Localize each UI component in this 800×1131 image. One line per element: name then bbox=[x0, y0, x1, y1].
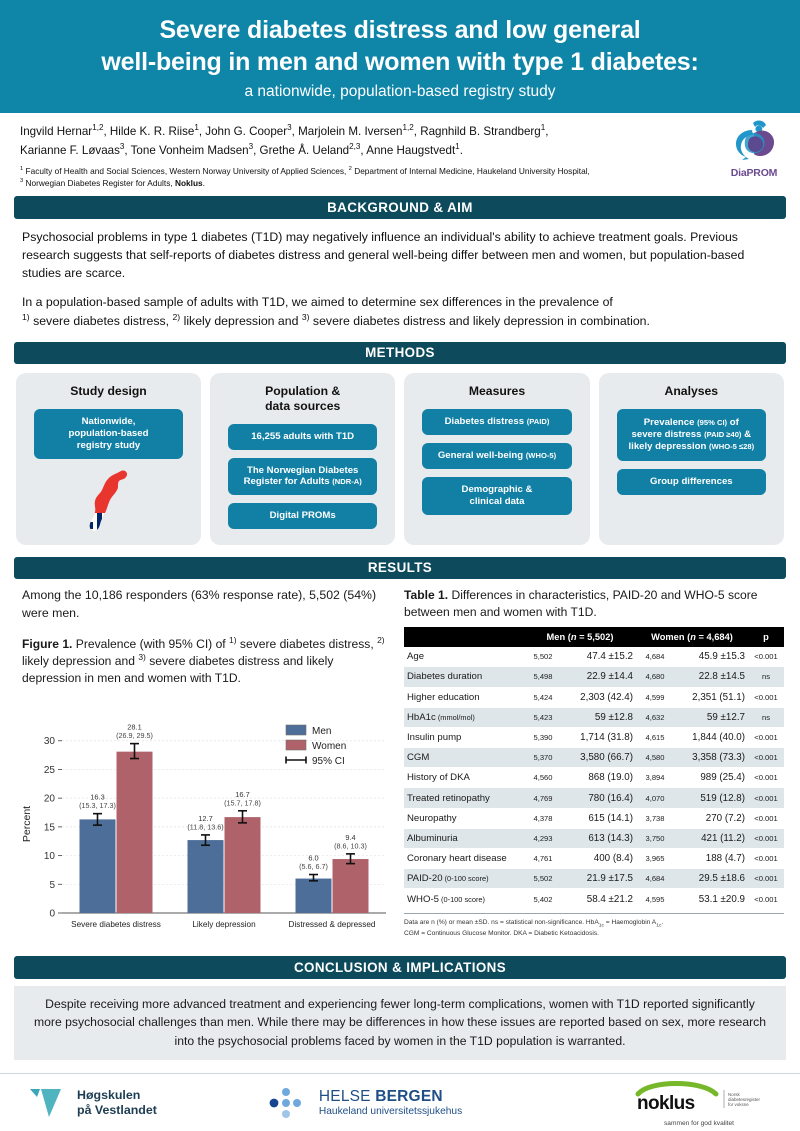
cell-characteristic: PAID-20 (0-100 score) bbox=[404, 869, 524, 889]
table-row bbox=[404, 869, 784, 889]
bar-men bbox=[296, 879, 332, 913]
card-heading-analyses: Analyses bbox=[664, 384, 719, 399]
y-tick-label: 20 bbox=[43, 794, 55, 806]
bar-men bbox=[188, 841, 224, 914]
cell-men-value: 47.4 ±15.2 bbox=[562, 647, 636, 667]
hvl-text bbox=[77, 1088, 157, 1117]
bar-value-label: 6.0 bbox=[308, 854, 319, 864]
cell-women-n: 3,894 bbox=[636, 768, 674, 788]
noklus-tagline: sammen for god kvalitet bbox=[664, 1120, 734, 1127]
cell-women-value: 53.1 ±20.9 bbox=[674, 889, 748, 909]
cell-p-value: <0.001 bbox=[748, 768, 784, 788]
cell-men-value: 1,714 (31.8) bbox=[562, 727, 636, 747]
cell-women-value: 421 (11.2) bbox=[674, 828, 748, 848]
section-header-conclusion: CONCLUSION & IMPLICATIONS bbox=[14, 956, 786, 979]
table-row bbox=[404, 748, 784, 768]
cell-men-value: 780 (16.4) bbox=[562, 788, 636, 808]
cell-characteristic: Insulin pump bbox=[404, 727, 524, 747]
cell-men-n: 5,370 bbox=[524, 748, 562, 768]
cell-men-n: 4,769 bbox=[524, 788, 562, 808]
bar-value-label: 28.1 bbox=[127, 723, 142, 733]
results-content bbox=[0, 579, 800, 945]
table-row bbox=[404, 768, 784, 788]
cell-characteristic: History of DKA bbox=[404, 768, 524, 788]
section-header-methods: METHODS bbox=[14, 342, 786, 365]
background-paragraph-2: In a population-based sample of adults with T1D, we aimed to determine sex differences in the prevalence of $^{1)}$ severe diabetes distress, $^{2)}$ likely depression and $^{3)}$ severe diabetes distress and likely depression in combination. bbox=[22, 295, 650, 328]
table-row bbox=[404, 707, 784, 727]
helse-text bbox=[319, 1088, 462, 1117]
figure-caption-label: Figure 1. bbox=[22, 636, 73, 651]
cell-women-n: 3,965 bbox=[636, 849, 674, 869]
chip-digital-proms: Digital PROMs bbox=[228, 503, 377, 529]
cell-p-value: <0.001 bbox=[748, 869, 784, 889]
bar-value-label: 16.3 bbox=[90, 793, 105, 803]
authors-block bbox=[0, 113, 800, 196]
cell-women-value: 188 (4.7) bbox=[674, 849, 748, 869]
table-caption: Table 1. Differences in characteristics, PAID-20 and WHO-5 score between men and women with T1D. bbox=[404, 588, 758, 620]
cell-p-value: <0.001 bbox=[748, 647, 784, 667]
bar-value-label: 9.4 bbox=[345, 833, 356, 843]
chip-diabetes-distress: Diabetes distress (PAID) bbox=[422, 409, 571, 435]
y-tick-label: 0 bbox=[49, 908, 55, 920]
norway-map-illustration bbox=[26, 467, 191, 533]
th-women: Women (n = 4,684) bbox=[636, 627, 748, 647]
cell-women-n: 4,684 bbox=[636, 647, 674, 667]
cell-women-n: 4,599 bbox=[636, 687, 674, 707]
svg-text:Norsk: Norsk bbox=[728, 1092, 740, 1097]
bar-men bbox=[80, 820, 116, 914]
footer-logos bbox=[0, 1073, 800, 1131]
y-tick-label: 30 bbox=[43, 736, 55, 748]
cell-p-value: <0.001 bbox=[748, 687, 784, 707]
methods-cards bbox=[0, 364, 800, 545]
title-banner bbox=[0, 0, 800, 113]
aim-intro: In a population-based sample of adults with T1D, we aimed to determine sex differences in the prevalence of bbox=[22, 295, 613, 310]
cell-women-value: 270 (7.2) bbox=[674, 808, 748, 828]
cell-women-value: 59 ±12.7 bbox=[674, 707, 748, 727]
cell-men-n: 4,293 bbox=[524, 828, 562, 848]
cell-men-value: 58.4 ±21.2 bbox=[562, 889, 636, 909]
cell-men-value: 3,580 (66.7) bbox=[562, 748, 636, 768]
cell-men-n: 5,502 bbox=[524, 869, 562, 889]
table-header-row bbox=[404, 627, 784, 647]
card-heading-population: Population & data sources bbox=[265, 384, 341, 413]
chip-group-differences: Group differences bbox=[617, 469, 766, 495]
table-head bbox=[404, 627, 784, 647]
table-row bbox=[404, 808, 784, 828]
cell-women-value: 519 (12.8) bbox=[674, 788, 748, 808]
svg-text:diabetesregister: diabetesregister bbox=[728, 1097, 761, 1102]
bar-value-label: 12.7 bbox=[198, 814, 213, 824]
cell-characteristic: Albuminuria bbox=[404, 828, 524, 848]
th-p-value: p bbox=[748, 627, 784, 647]
cell-characteristic: WHO-5 (0-100 score) bbox=[404, 889, 524, 909]
cell-women-n: 4,070 bbox=[636, 788, 674, 808]
bar-ci-label: (8.6, 10.3) bbox=[334, 841, 367, 851]
cell-characteristic: HbA1c (mmol/mol) bbox=[404, 707, 524, 727]
title-line-2: well-being in men and women with type 1 diabetes: bbox=[101, 48, 699, 76]
cell-women-value: 45.9 ±15.3 bbox=[674, 647, 748, 667]
cell-women-value: 2,351 (51.1) bbox=[674, 687, 748, 707]
legend-label: Men bbox=[312, 726, 332, 738]
card-heading-measures: Measures bbox=[468, 384, 526, 399]
bar-women bbox=[225, 818, 261, 914]
cell-women-value: 1,844 (40.0) bbox=[674, 727, 748, 747]
background-paragraph-1: Psychosocial problems in type 1 diabetes (T1D) may negatively influence an individual's ability to achieve treatment goals. Previous research suggests that self-reports of diabetes distress and general well-being differ between men and women, but population-based studies are scarce. bbox=[22, 229, 745, 281]
table-row bbox=[404, 828, 784, 848]
footnote-line-2: CGM = Continuous Glucose Monitor. DKA = Diabetic Ketoacidosis. bbox=[404, 930, 599, 938]
chip-general-wellbeing: General well-being (WHO-5) bbox=[422, 443, 571, 469]
cell-men-value: 615 (14.1) bbox=[562, 808, 636, 828]
chip-demographic-clinical: Demographic & clinical data bbox=[422, 477, 571, 515]
background-body bbox=[0, 219, 800, 330]
method-card-population bbox=[210, 373, 395, 545]
cell-p-value: <0.001 bbox=[748, 748, 784, 768]
cell-women-n: 4,684 bbox=[636, 869, 674, 889]
figure-caption: Figure 1. Prevalence (with 95% CI) of $^{1)}$ severe diabetes distress, $^{2)}$ likely depression and $^{3)}$ severe diabetes distress and likely depression in men and women with T1D. bbox=[22, 634, 385, 686]
author-list: Ingvild Hernar$^{1,2}$, Hilde K. R. Riise$^1$, John G. Cooper$^3$, Marjolein M. Iversen$^{1,2}$, Ragnhild B. Strandberg$^1$, Karianne F. Løvaas$^3$, Tone Vonheim Madsen$^3$, Grethe Å. Ueland$^{2,3}$, Anne Haugstvedt$^1$. bbox=[20, 123, 549, 157]
chip-ndr-a: The Norwegian Diabetes Register for Adults (NDR-A) bbox=[228, 458, 377, 496]
noklus-logo bbox=[624, 1078, 774, 1127]
chip-adults-with-t1d: 16,255 adults with T1D bbox=[228, 424, 377, 450]
table-caption-label: Table 1. bbox=[404, 588, 449, 603]
legend-label-ci: 95% CI bbox=[312, 756, 345, 768]
results-right-column bbox=[404, 587, 784, 945]
diaprom-label: DiaPROM bbox=[730, 167, 778, 179]
noklus-mark-icon bbox=[624, 1078, 774, 1114]
cell-women-n: 4,595 bbox=[636, 889, 674, 909]
legend-swatch-women bbox=[286, 740, 306, 750]
cell-men-n: 5,502 bbox=[524, 647, 562, 667]
bar-ci-label: (15.3, 17.3) bbox=[79, 801, 116, 811]
prevalence-bar-chart bbox=[18, 695, 394, 945]
svg-text:noklus: noklus bbox=[637, 1093, 695, 1114]
bar-ci-label: (15.7, 17.8) bbox=[224, 798, 261, 808]
chip-prevalence: Prevalence (95% CI) of severe distress (PAID ≥40) & likely depression (WHO-5 ≤28) bbox=[617, 409, 766, 461]
y-tick-label: 25 bbox=[43, 765, 55, 777]
helse-bergen-logo bbox=[267, 1086, 462, 1120]
cell-characteristic: Diabetes duration bbox=[404, 667, 524, 687]
cell-men-n: 5,390 bbox=[524, 727, 562, 747]
y-axis-label: Percent bbox=[21, 806, 33, 843]
cell-p-value: <0.001 bbox=[748, 889, 784, 909]
x-tick-label: Distressed & depressed bbox=[288, 920, 376, 930]
diaprom-mark-icon bbox=[731, 119, 777, 161]
section-header-results: RESULTS bbox=[14, 557, 786, 580]
x-tick-label: Likely depression bbox=[192, 920, 256, 930]
table-row bbox=[404, 687, 784, 707]
table-footnote bbox=[404, 913, 784, 940]
cell-women-n: 4,680 bbox=[636, 667, 674, 687]
method-card-measures bbox=[404, 373, 589, 545]
table-row bbox=[404, 727, 784, 747]
cell-p-value: ns bbox=[748, 707, 784, 727]
affiliations: $^1$ Faculty of Health and Social Sciences, Western Norway University of Applied Sciences, $^2$ Department of Internal Medicine, Haukeland University Hospital, $^3$ Norwegian Diabetes Register for Adults, Noklus. bbox=[20, 165, 590, 189]
cell-men-value: 21.9 ±17.5 bbox=[562, 869, 636, 889]
cell-women-n: 4,615 bbox=[636, 727, 674, 747]
legend-label: Women bbox=[312, 741, 347, 753]
cell-characteristic: Age bbox=[404, 647, 524, 667]
cell-p-value: <0.001 bbox=[748, 808, 784, 828]
cell-men-value: 868 (19.0) bbox=[562, 768, 636, 788]
table-row bbox=[404, 889, 784, 909]
th-characteristic bbox=[404, 627, 524, 647]
cell-women-n: 3,738 bbox=[636, 808, 674, 828]
helse-line-2: Haukeland universitetssjukehus bbox=[318, 1106, 463, 1117]
cell-p-value: ns bbox=[748, 667, 784, 687]
cell-p-value: <0.001 bbox=[748, 849, 784, 869]
cell-men-value: 59 ±12.8 bbox=[562, 707, 636, 727]
title-line-1: Severe diabetes distress and low general bbox=[159, 16, 641, 44]
hvl-mark-icon bbox=[28, 1086, 68, 1120]
cell-men-value: 22.9 ±14.4 bbox=[562, 667, 636, 687]
y-tick-label: 15 bbox=[43, 822, 55, 834]
footnote-line-1: Data are n (%) or mean ±SD. ns = statistical non-significance. HbA$_{1c}$ = Haemoglobin $A_{1c}$. bbox=[404, 918, 664, 928]
th-men: Men (n = 5,502) bbox=[524, 627, 636, 647]
cell-characteristic: Neuropathy bbox=[404, 808, 524, 828]
cell-characteristic: Coronary heart disease bbox=[404, 849, 524, 869]
cell-women-value: 989 (25.4) bbox=[674, 768, 748, 788]
hvl-line-2: på Vestlandet bbox=[77, 1102, 157, 1117]
cell-men-n: 5,423 bbox=[524, 707, 562, 727]
table-body bbox=[404, 647, 784, 909]
cell-men-n: 5,402 bbox=[524, 889, 562, 909]
method-card-study-design bbox=[16, 373, 201, 545]
helse-dots-icon bbox=[267, 1086, 311, 1120]
legend-swatch-men bbox=[286, 725, 306, 735]
bar-women bbox=[333, 860, 369, 914]
cell-characteristic: Higher education bbox=[404, 687, 524, 707]
conclusion-text: Despite receiving more advanced treatment and experiencing fewer long-term complications, women with T1D reported significantly more psychosocial challenges than men. While there may be differences in how these issues are reported based on sex, more research into the psychosocial problems faced by women in the T1D population is warranted. bbox=[14, 986, 786, 1060]
cell-p-value: <0.001 bbox=[748, 727, 784, 747]
cell-men-n: 5,424 bbox=[524, 687, 562, 707]
x-tick-label: Severe diabetes distress bbox=[71, 920, 161, 930]
characteristics-table bbox=[404, 627, 784, 909]
card-heading-study-design: Study design bbox=[70, 384, 147, 399]
cell-characteristic: CGM bbox=[404, 748, 524, 768]
diaprom-logo bbox=[722, 119, 786, 179]
table-row bbox=[404, 667, 784, 687]
y-tick-label: 10 bbox=[43, 851, 55, 863]
bar-ci-label: (26.9, 29.5) bbox=[116, 731, 153, 741]
bar-ci-label: (11.8, 13.6) bbox=[187, 822, 224, 832]
bar-ci-label: (5.6, 6.7) bbox=[299, 862, 328, 872]
cell-women-value: 22.8 ±14.5 bbox=[674, 667, 748, 687]
svg-text:for voksne: for voksne bbox=[728, 1102, 749, 1107]
cell-women-n: 3,750 bbox=[636, 828, 674, 848]
cell-p-value: <0.001 bbox=[748, 788, 784, 808]
hvl-logo bbox=[28, 1086, 157, 1120]
cell-characteristic: Treated retinopathy bbox=[404, 788, 524, 808]
norway-map-icon bbox=[81, 467, 137, 533]
poster-subtitle: a nationwide, population-based registry study bbox=[244, 83, 556, 100]
cell-p-value: <0.001 bbox=[748, 828, 784, 848]
bar-value-label: 16.7 bbox=[235, 790, 250, 800]
hvl-line-1: Høgskulen bbox=[77, 1087, 141, 1102]
method-card-analyses bbox=[599, 373, 784, 545]
chip-nationwide-registry: Nationwide, population-based registry study bbox=[34, 409, 183, 459]
cell-men-value: 400 (8.4) bbox=[562, 849, 636, 869]
cell-men-n: 5,498 bbox=[524, 667, 562, 687]
table-row bbox=[404, 788, 784, 808]
cell-women-n: 4,580 bbox=[636, 748, 674, 768]
section-header-background: BACKGROUND & AIM bbox=[14, 196, 786, 219]
bar-women bbox=[117, 752, 153, 913]
cell-women-value: 3,358 (73.3) bbox=[674, 748, 748, 768]
cell-men-n: 4,378 bbox=[524, 808, 562, 828]
results-lead-text: Among the 10,186 responders (63% response rate), 5,502 (54%) were men. bbox=[22, 588, 377, 621]
helse-line-1: HELSE BERGEN bbox=[318, 1088, 443, 1105]
cell-men-value: 2,303 (42.4) bbox=[562, 687, 636, 707]
cell-women-value: 29.5 ±18.6 bbox=[674, 869, 748, 889]
table-row bbox=[404, 849, 784, 869]
y-tick-label: 5 bbox=[49, 880, 55, 892]
table-row bbox=[404, 647, 784, 667]
poster-title bbox=[30, 14, 770, 78]
cell-women-n: 4,632 bbox=[636, 707, 674, 727]
results-left-column bbox=[16, 587, 394, 945]
cell-men-n: 4,560 bbox=[524, 768, 562, 788]
figure-1-chart bbox=[16, 695, 394, 945]
cell-men-value: 613 (14.3) bbox=[562, 828, 636, 848]
cell-men-n: 4,761 bbox=[524, 849, 562, 869]
